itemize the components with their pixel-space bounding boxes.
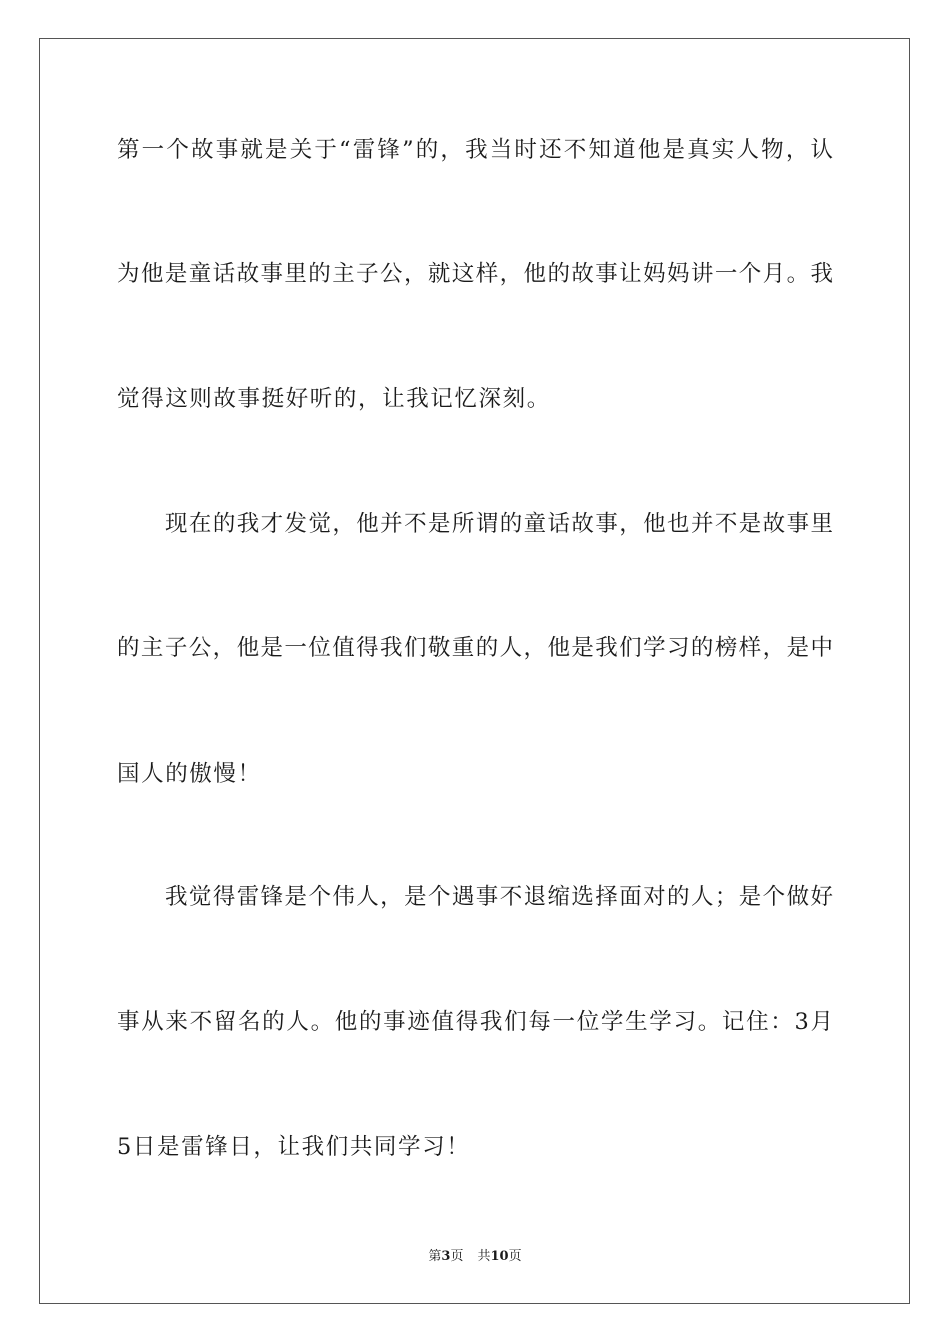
paragraph-line: 觉得这则故事挺好听的，让我记忆深刻。 xyxy=(117,386,551,412)
paragraph-line: 第一个故事就是关于“雷锋”的，我当时还不知道他是真实人物，认 xyxy=(117,137,833,163)
paragraph-line: 的主子公，他是一位值得我们敬重的人，他是我们学习的榜样，是中 xyxy=(117,635,833,661)
page-footer xyxy=(0,1248,950,1266)
total-pages: 10 xyxy=(490,1249,509,1264)
paragraph-line: 我觉得雷锋是个伟人，是个遇事不退缩选择面对的人；是个做好 xyxy=(165,884,833,910)
paragraph-line: 现在的我才发觉，他并不是所谓的童话故事，他也并不是故事里 xyxy=(165,511,833,537)
total-suffix: 页 xyxy=(508,1249,522,1264)
page-number: 3 xyxy=(441,1249,451,1264)
page-prefix: 第 xyxy=(428,1249,442,1264)
total-prefix: 共 xyxy=(477,1249,491,1264)
paragraph-line: 事从来不留名的人。他的事迹值得我们每一位学生学习。记住：3月 xyxy=(117,1009,833,1035)
paragraph-line: 为他是童话故事里的主子公，就这样，他的故事让妈妈讲一个月。我 xyxy=(117,261,833,287)
paragraph-line: 5日是雷锋日，让我们共同学习！ xyxy=(117,1134,471,1160)
page-border xyxy=(39,38,910,1304)
paragraph-line: 国人的傲慢！ xyxy=(117,761,262,787)
page-suffix: 页 xyxy=(450,1249,464,1264)
